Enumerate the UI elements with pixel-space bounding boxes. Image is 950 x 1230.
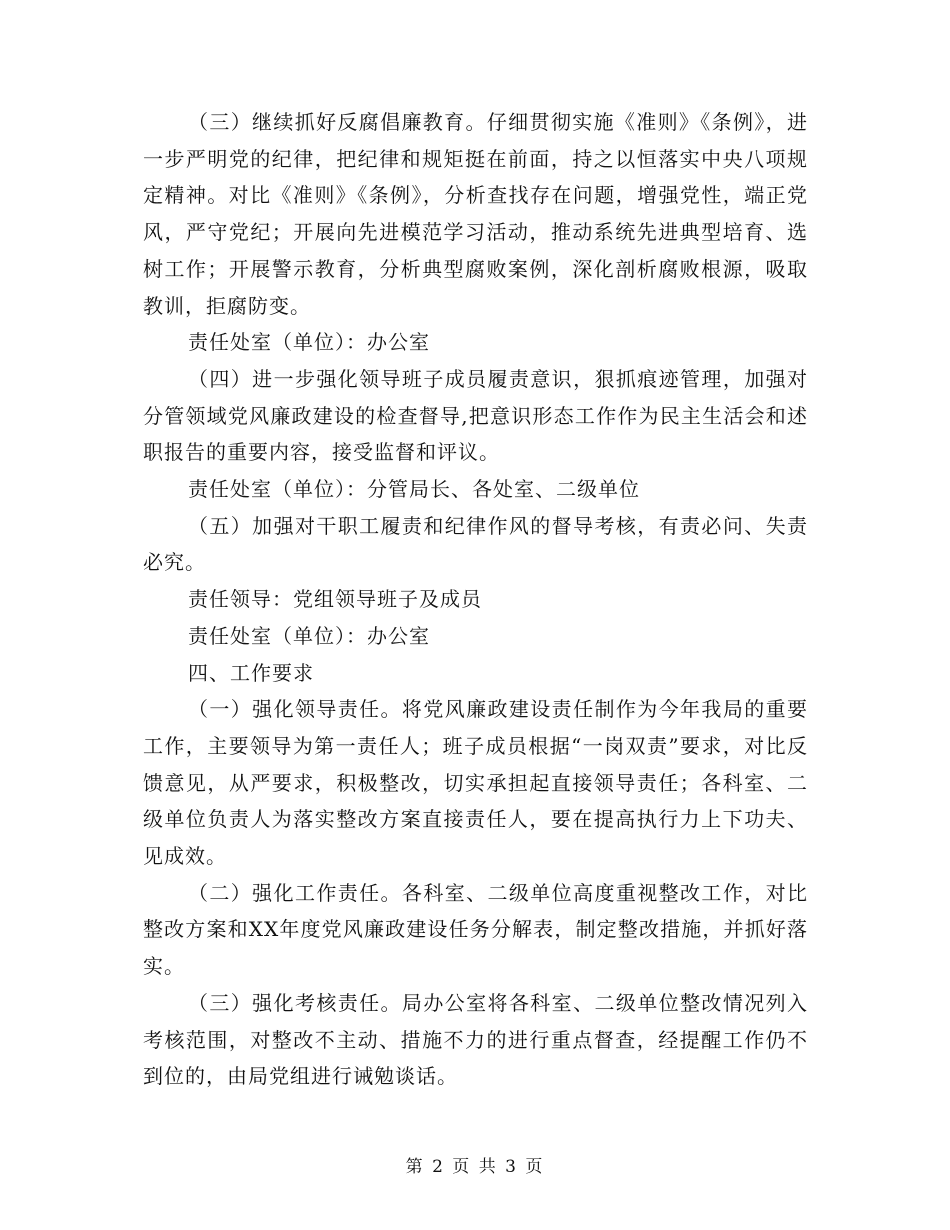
paragraph-leadership-responsibility: （一）强化领导责任。将党风廉政建设责任制作为今年我局的重要工作，主要领导为第一责任人；班子成员根据“一岗双责”要求，对比反馈意见，从严要求，积极整改，切实承担起直接领导责任；各科室、二级单位负责人为落实整改方案直接责任人，要在提高执行力上下功夫、见成效。	[143, 697, 808, 869]
paragraph-responsible-office-3: 责任处室（单位）：办公室	[188, 623, 430, 648]
section-heading-work-requirements: 四、工作要求	[188, 660, 314, 685]
paragraph-responsible-office-2: 责任处室（单位）：分管局长、各处室、二级单位	[188, 477, 640, 502]
paragraph-responsible-leader: 责任领导：党组领导班子及成员	[188, 587, 482, 612]
paragraph-supervision-assessment: （五）加强对干职工履责和纪律作风的督导考核，有责必问、失责必究。	[143, 513, 808, 575]
paragraph-anti-corruption-education: （三）继续抓好反腐倡廉教育。仔细贯彻实施《准则》《条例》，进一步严明党的纪律，把纪律和规矩挺在前面，持之以恒落实中央八项规定精神。对比《准则》《条例》，分析查找存在问题，增强党性，端正党风，严守党纪；开展向先进模范学习活动，推动系统先进典型培育、选树工作；开展警示教育，分析典型腐败案例，深化剖析腐败根源，吸取教训，拒腐防变。	[143, 110, 808, 318]
paragraph-work-responsibility: （二）强化工作责任。各科室、二级单位高度重视整改工作，对比整改方案和XX年度党风廉政建设任务分解表，制定整改措施，并抓好落实。	[143, 880, 808, 979]
document-body	[143, 104, 808, 1095]
paragraph-responsible-office-1: 责任处室（单位）：办公室	[188, 330, 430, 355]
paragraph-assessment-responsibility: （三）强化考核责任。局办公室将各科室、二级单位整改情况列入考核范围，对整改不主动、措施不力的进行重点督查，经提醒工作仍不到位的，由局党组进行诫勉谈话。	[143, 990, 808, 1089]
paragraph-leadership-duty-awareness: （四）进一步强化领导班子成员履责意识，狠抓痕迹管理，加强对分管领域党风廉政建设的检查督导,把意识形态工作作为民主生活会和述职报告的重要内容，接受监督和评议。	[143, 366, 808, 465]
page-footer: 第 2 页 共 3 页	[405, 1157, 545, 1177]
